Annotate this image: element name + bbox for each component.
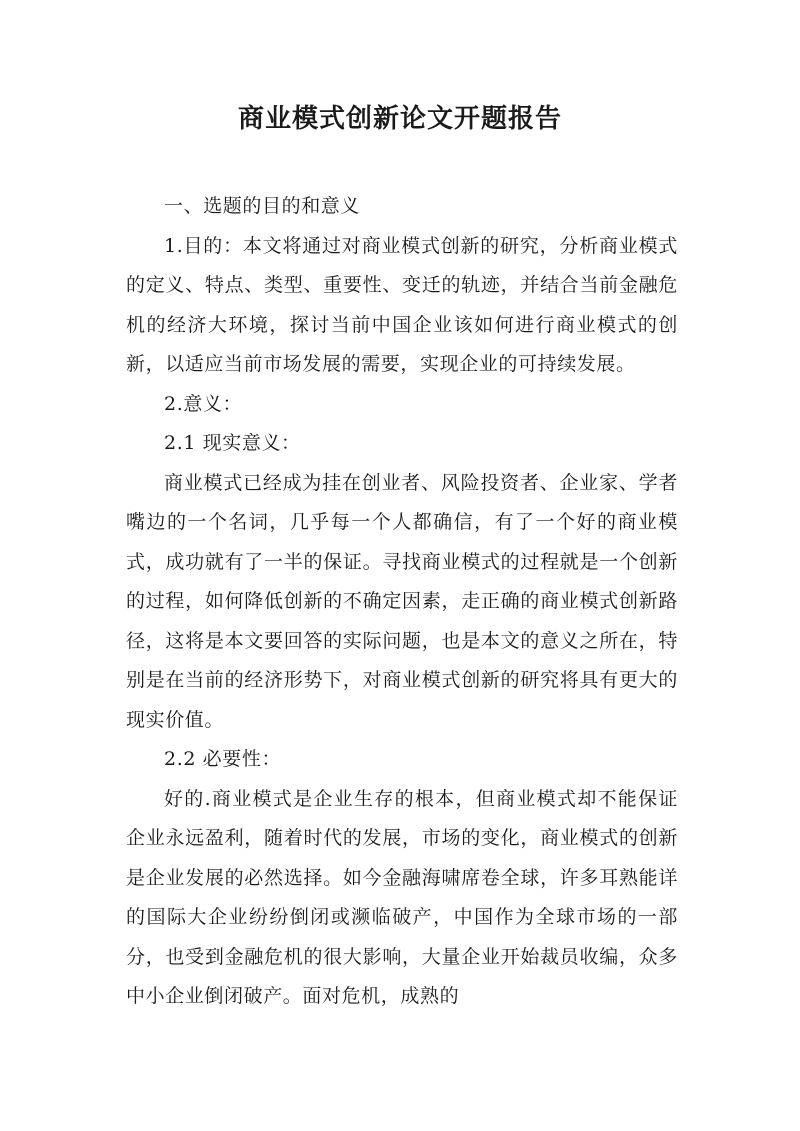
subsection-heading-necessity: 2.2 必要性： <box>164 748 282 770</box>
document-body <box>126 187 678 1017</box>
section-heading-significance: 2.意义： <box>164 392 243 415</box>
subsection-heading-practical-significance: 2.1 现实意义： <box>164 432 301 454</box>
paragraph-practical-significance: 商业模式已经成为挂在创业者、风险投资者、企业家、学者嘴边的一个名词，几乎每一个人都确信，有了一个好的商业模式，成功就有了一半的保证。寻找商业模式的过程就是一个创新的过程，如何降低创新的不确定因素，走正确的商业模式创新路径，这将是本文要回答的实际问题，也是本文的意义之所在，特别是在当前的经济形势下，对商业模式创新的研究将具有更大的现实价值。 <box>126 471 678 731</box>
paragraph-purpose: 1.目的：本文将通过对商业模式创新的研究，分析商业模式的定义、特点、类型、重要性、变迁的轨迹，并结合当前金融危机的经济大环境，探讨当前中国企业该如何进行商业模式的创新，以适应当前市场发展的需要，实现企业的可持续发展。 <box>126 234 678 375</box>
paragraph-necessity: 好的.商业模式是企业生存的根本，但商业模式却不能保证企业永远盈利，随着时代的发展，市场的变化，商业模式的创新是企业发展的必然选择。如今金融海啸席卷全球，许多耳熟能详的国际大企业纷纷倒闭或濒临破产，中国作为全球市场的一部分，也受到金融危机的很大影响，大量企业开始裁员收编，众多中小企业倒闭破产。面对危机，成熟的 <box>126 787 678 1007</box>
section-heading-purpose-significance: 一、选题的目的和意义 <box>164 195 361 217</box>
document-title: 商业模式创新论文开题报告 <box>237 104 562 134</box>
